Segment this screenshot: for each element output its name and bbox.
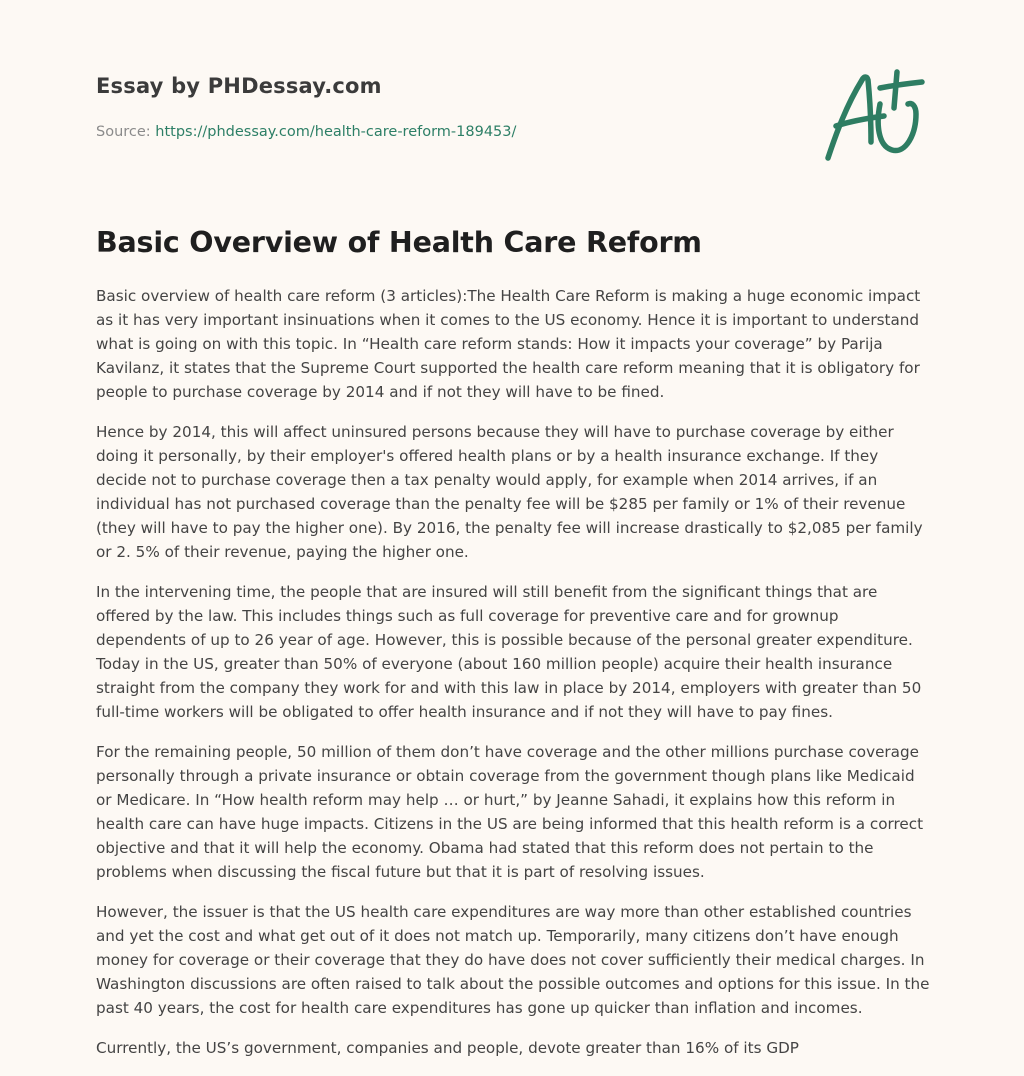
source-label: Source:	[96, 124, 151, 140]
page-header	[96, 74, 796, 140]
paragraph: Currently, the US’s government, companies and people, devote greater than 16% of its GDP	[96, 1039, 799, 1057]
paragraph: In the intervening time, the people that are insured will still benefit from the significant things that are offered by the law. This includes things such as full coverage for preventive care and for grownup dependents of up to 26 year of age. However, this is possible because of the personal greater expenditure. Today in the US, greater than 50% of everyone (about 160 million people) acquire their health insurance straight from the company they work for and with this law in place by 2014, employers with greater than 50 full-time workers will be obligated to offer health insurance and if not they will have to pay fines.	[96, 583, 922, 721]
paragraph: Hence by 2014, this will affect uninsured persons because they will have to purchase coverage by either doing it personally, by their employer's offered health plans or by a health insurance exchange. If they decide not to purchase coverage then a tax penalty would apply, for example when 2014 arrives, if an individual has not purchased coverage than the penalty fee will be $285 per family or 1% of their revenue (they will have to pay the higher one). By 2016, the penalty fee will increase drastically to $2,085 per family or 2. 5% of their revenue, paying the higher one.	[96, 423, 923, 561]
source-link[interactable]: https://phdessay.com/health-care-reform-189453/	[155, 124, 517, 140]
a-plus-grade-icon	[818, 64, 928, 168]
paragraph: However, the issuer is that the US health care expenditures are way more than other established countries and yet the cost and what get out of it does not match up. Temporarily, many citizens don’t have enough money for coverage or their coverage that they do have does not cover sufficiently their medical charges. In Washington discussions are often raised to talk about the possible outcomes and options for this issue. In the past 40 years, the cost for health care expenditures has gone up quicker than inflation and incomes.	[96, 903, 930, 1017]
paragraph: For the remaining people, 50 million of them don’t have coverage and the other millions purchase coverage personally through a private insurance or obtain coverage from the government though plans like Medicaid or Medicare. In “How health reform may help … or hurt,” by Jeanne Sahadi, it explains how this reform in health care can have huge impacts. Citizens in the US are being informed that this health reform is a correct objective and that it will help the economy. Obama had stated that this reform does not pertain to the problems when discussing the fiscal future but that it is part of resolving issues.	[96, 743, 924, 881]
paragraph: Basic overview of health care reform (3 articles):The Health Care Reform is making a huge economic impact as it has very important insinuations when it comes to the US economy. Hence it is important to understand what is going on with this topic. In “Health care reform stands: How it impacts your coverage” by Parija Kavilanz, it states that the Supreme Court supported the health care reform meaning that it is obligatory for people to purchase coverage by 2014 and if not they will have to be fined.	[96, 287, 921, 401]
source-line	[96, 124, 796, 140]
article-body	[96, 284, 932, 1076]
article-title: Basic Overview of Health Care Reform	[96, 226, 702, 259]
site-title: Essay by PHDessay.com	[96, 74, 382, 98]
